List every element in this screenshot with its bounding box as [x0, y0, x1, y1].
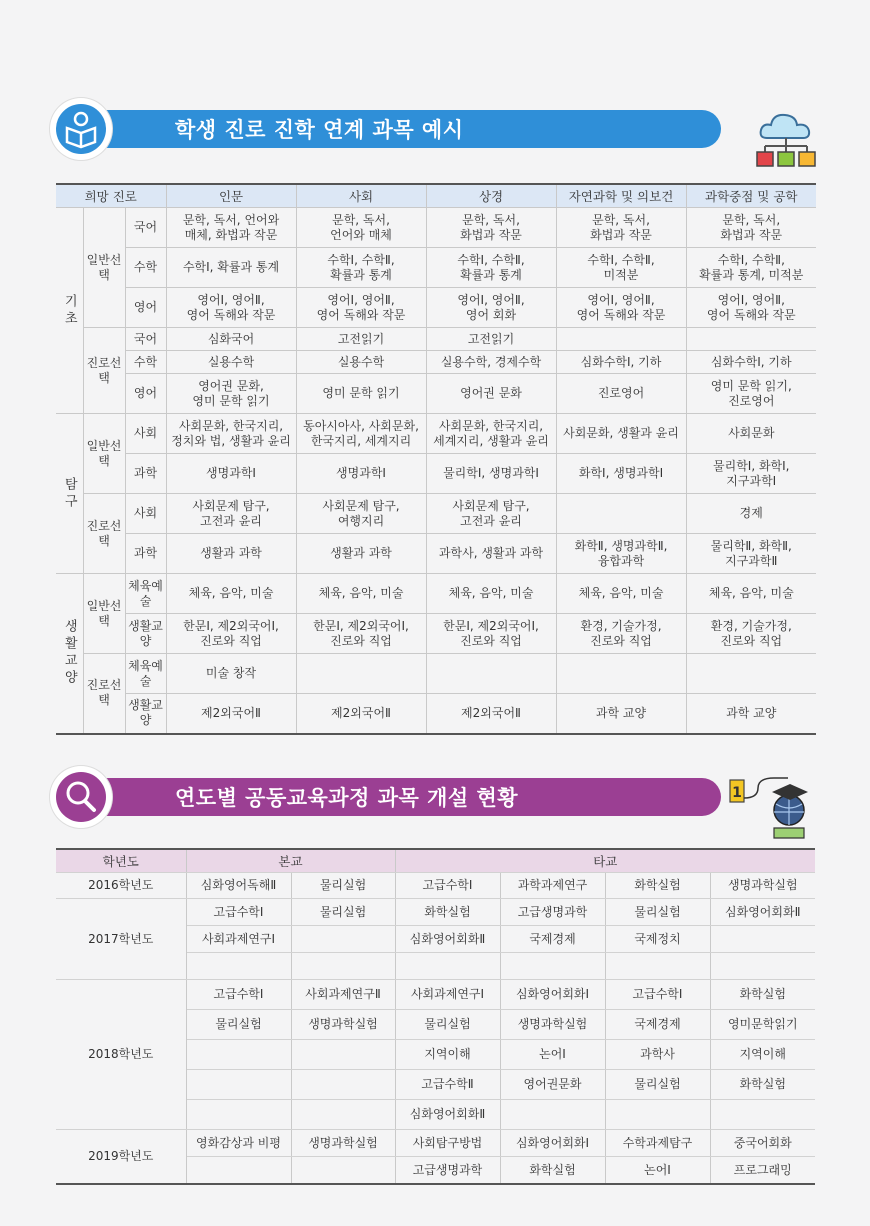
- cell: 영어권 문화: [426, 374, 556, 414]
- cloud-network-icon: [753, 108, 819, 180]
- cell: 환경, 기술가정, 진로와 직업: [686, 614, 816, 654]
- cell: 사회문제 탐구, 고전과 윤리: [426, 494, 556, 534]
- course-cell: 영어권문화: [500, 1070, 605, 1100]
- table-row: [56, 328, 816, 351]
- cell: 영어Ⅰ, 영어Ⅱ, 영어 독해와 작문: [166, 288, 296, 328]
- year-label: 2019학년도: [56, 1130, 186, 1185]
- course-cell: 고급수학Ⅰ: [186, 899, 291, 926]
- course-cell: 과학사: [605, 1040, 710, 1070]
- other-school-header: 타교: [395, 849, 815, 873]
- course-cell: 사회탐구방법: [395, 1130, 500, 1157]
- cell: [686, 328, 816, 351]
- subject-label: 수학: [125, 351, 166, 374]
- hope-career-header: 희망 진로: [56, 184, 166, 208]
- cell: 체육, 음악, 미술: [686, 574, 816, 614]
- subject-label: 사회: [125, 494, 166, 534]
- subject-label: 과학: [125, 534, 166, 574]
- cell: 생명과학Ⅰ: [296, 454, 426, 494]
- course-cell: [605, 1100, 710, 1130]
- cell: 제2외국어Ⅱ: [296, 694, 426, 734]
- course-cell: 논어Ⅰ: [500, 1040, 605, 1070]
- cell: 제2외국어Ⅱ: [166, 694, 296, 734]
- course-cell: 화학실험: [500, 1157, 605, 1185]
- cell: 과학 교양: [686, 694, 816, 734]
- section-title: 학생 진로 진학 연계 과목 예시: [175, 118, 464, 142]
- course-cell: [291, 1157, 395, 1185]
- cell: 고전읽기: [426, 328, 556, 351]
- course-cell: 심화영어회화Ⅱ: [395, 1100, 500, 1130]
- cell: 화학Ⅱ, 생명과학Ⅱ, 융합과학: [556, 534, 686, 574]
- course-cell: 고급수학Ⅰ: [186, 980, 291, 1010]
- cell: 사회문화, 한국지리, 세계지리, 생활과 윤리: [426, 414, 556, 454]
- course-cell: [500, 953, 605, 980]
- year-label: 2016학년도: [56, 873, 186, 899]
- course-cell: 생명과학실험: [291, 1130, 395, 1157]
- course-cell: 물리실험: [605, 1070, 710, 1100]
- course-cell: 국제경제: [500, 926, 605, 953]
- cell: 동아시아사, 사회문화, 한국지리, 세계지리: [296, 414, 426, 454]
- table-header-row: [56, 184, 816, 208]
- cell: 과학 교양: [556, 694, 686, 734]
- cell: 심화국어: [166, 328, 296, 351]
- cell: 미술 창작: [166, 654, 296, 694]
- cell: 체육, 음악, 미술: [296, 574, 426, 614]
- course-cell: 심화영어회화Ⅱ: [710, 899, 815, 926]
- subject-label: 생활교양: [125, 614, 166, 654]
- subject-label: 수학: [125, 248, 166, 288]
- cell: [426, 654, 556, 694]
- cell: 영어Ⅰ, 영어Ⅱ, 영어 독해와 작문: [296, 288, 426, 328]
- course-cell: [291, 1100, 395, 1130]
- table-row: [56, 374, 816, 414]
- cell: [556, 328, 686, 351]
- col-header: 자연과학 및 의보건: [556, 184, 686, 208]
- cell: 진로영어: [556, 374, 686, 414]
- course-cell: [500, 1100, 605, 1130]
- cell: 실용수학: [166, 351, 296, 374]
- course-cell: 물리실험: [291, 899, 395, 926]
- cell: 수학Ⅰ, 확률과 통계: [166, 248, 296, 288]
- col-header: 인문: [166, 184, 296, 208]
- cell: 문학, 독서, 언어와 매체, 화법과 작문: [166, 208, 296, 248]
- course-cell: 생명과학실험: [291, 1010, 395, 1040]
- cell: 물리학Ⅱ, 화학Ⅱ, 지구과학Ⅱ: [686, 534, 816, 574]
- table-row: [56, 534, 816, 574]
- cell: 사회문화, 한국지리, 정치와 법, 생활과 윤리: [166, 414, 296, 454]
- year-label: 2018학년도: [56, 980, 186, 1130]
- course-cell: 화학실험: [395, 899, 500, 926]
- course-cell: 고급수학Ⅱ: [395, 1070, 500, 1100]
- year-label: 2017학년도: [56, 899, 186, 980]
- table-row: [56, 614, 816, 654]
- cell: 영어Ⅰ, 영어Ⅱ, 영어 독해와 작문: [686, 288, 816, 328]
- table-row: [56, 288, 816, 328]
- year-header: 학년도: [56, 849, 186, 873]
- table-row: [56, 899, 815, 926]
- cell: 수학Ⅰ, 수학Ⅱ, 미적분: [556, 248, 686, 288]
- cell: 환경, 기술가정, 진로와 직업: [556, 614, 686, 654]
- cell: [556, 654, 686, 694]
- table-row: [56, 654, 816, 694]
- group-inquiry: 탐구: [56, 414, 83, 574]
- svg-text:1: 1: [732, 785, 742, 801]
- course-cell: 물리실험: [395, 1010, 500, 1040]
- home-school-header: 본교: [186, 849, 395, 873]
- course-cell: [186, 1040, 291, 1070]
- category-general: 일반선택: [83, 414, 125, 494]
- cell: [296, 654, 426, 694]
- cell: 수학Ⅰ, 수학Ⅱ, 확률과 통계, 미적분: [686, 248, 816, 288]
- course-cell: [291, 926, 395, 953]
- category-career: 진로선택: [83, 328, 125, 414]
- cell: 한문Ⅰ, 제2외국어Ⅰ, 진로와 직업: [166, 614, 296, 654]
- cell: 문학, 독서, 화법과 작문: [426, 208, 556, 248]
- table-row: [56, 248, 816, 288]
- section-title: 연도별 공동교육과정 과목 개설 현황: [175, 786, 519, 810]
- group-life: 생활교양: [56, 574, 83, 734]
- course-cell: 프로그래밍: [710, 1157, 815, 1185]
- course-cell: 화학실험: [605, 873, 710, 899]
- course-cell: [291, 1070, 395, 1100]
- cell: 수학Ⅰ, 수학Ⅱ, 확률과 통계: [296, 248, 426, 288]
- course-cell: 화학실험: [710, 1070, 815, 1100]
- course-cell: [186, 1100, 291, 1130]
- course-cell: [291, 953, 395, 980]
- cell: 실용수학: [296, 351, 426, 374]
- subject-label: 체육예술: [125, 654, 166, 694]
- category-general: 일반선택: [83, 574, 125, 654]
- cell: 물리학Ⅰ, 생명과학Ⅰ: [426, 454, 556, 494]
- magnifier-icon: [50, 766, 112, 828]
- section-banner-2: [80, 778, 721, 816]
- cell: 고전읽기: [296, 328, 426, 351]
- cell: 체육, 음악, 미술: [426, 574, 556, 614]
- course-cell: 영화감상과 비평: [186, 1130, 291, 1157]
- cell: 사회문제 탐구, 여행지리: [296, 494, 426, 534]
- cell: 수학Ⅰ, 수학Ⅱ, 확률과 통계: [426, 248, 556, 288]
- cell: 사회문화: [686, 414, 816, 454]
- subject-label: 국어: [125, 328, 166, 351]
- course-cell: 논어Ⅰ: [605, 1157, 710, 1185]
- cell: 한문Ⅰ, 제2외국어Ⅰ, 진로와 직업: [426, 614, 556, 654]
- section-banner-1: [80, 110, 721, 148]
- table-row: [56, 1130, 815, 1157]
- course-cell: 고급수학Ⅰ: [395, 873, 500, 899]
- table-row: [56, 980, 815, 1010]
- course-cell: 중국어회화: [710, 1130, 815, 1157]
- course-cell: 수학과제탐구: [605, 1130, 710, 1157]
- cell: 경제: [686, 494, 816, 534]
- course-cell: 심화영어회화Ⅰ: [500, 1130, 605, 1157]
- course-cell: 물리실험: [291, 873, 395, 899]
- course-cell: 고급생명과학: [395, 1157, 500, 1185]
- cell: 문학, 독서, 화법과 작문: [556, 208, 686, 248]
- course-cell: [186, 1070, 291, 1100]
- cell: 생활과 과학: [166, 534, 296, 574]
- cell: 문학, 독서, 언어와 매체: [296, 208, 426, 248]
- cell: 영미 문학 읽기: [296, 374, 426, 414]
- col-header: 과학중점 및 공학: [686, 184, 816, 208]
- course-cell: 고급수학Ⅰ: [605, 980, 710, 1010]
- table-row: [56, 574, 816, 614]
- course-cell: 지역이해: [395, 1040, 500, 1070]
- course-cell: 생명과학실험: [710, 873, 815, 899]
- graduation-globe-icon: [728, 770, 816, 846]
- cell: 영미 문학 읽기, 진로영어: [686, 374, 816, 414]
- cell: 실용수학, 경제수학: [426, 351, 556, 374]
- table-row: [56, 494, 816, 534]
- course-cell: 심화영어독해Ⅱ: [186, 873, 291, 899]
- cell: 제2외국어Ⅱ: [426, 694, 556, 734]
- group-basic: 기초: [56, 208, 83, 414]
- col-header: 사회: [296, 184, 426, 208]
- cell: 심화수학Ⅰ, 기하: [556, 351, 686, 374]
- subject-label: 과학: [125, 454, 166, 494]
- reading-icon: [50, 98, 112, 160]
- cell: 과학사, 생활과 과학: [426, 534, 556, 574]
- course-cell: 영미문학읽기: [710, 1010, 815, 1040]
- course-cell: 지역이해: [710, 1040, 815, 1070]
- course-cell: [710, 926, 815, 953]
- course-cell: 화학실험: [710, 980, 815, 1010]
- table-row: [56, 414, 816, 454]
- cell: 영어Ⅰ, 영어Ⅱ, 영어 회화: [426, 288, 556, 328]
- course-cell: 과학과제연구: [500, 873, 605, 899]
- course-cell: [710, 953, 815, 980]
- table-row: [56, 351, 816, 374]
- cell: 문학, 독서, 화법과 작문: [686, 208, 816, 248]
- cell: 심화수학Ⅰ, 기하: [686, 351, 816, 374]
- cell: 화학Ⅰ, 생명과학Ⅰ: [556, 454, 686, 494]
- cell: 생활과 과학: [296, 534, 426, 574]
- cell: 물리학Ⅰ, 화학Ⅰ, 지구과학Ⅰ: [686, 454, 816, 494]
- table-row: [56, 873, 815, 899]
- course-cell: [605, 953, 710, 980]
- cell: 체육, 음악, 미술: [556, 574, 686, 614]
- course-cell: 심화영어회화Ⅰ: [500, 980, 605, 1010]
- course-cell: [710, 1100, 815, 1130]
- subject-label: 체육예술: [125, 574, 166, 614]
- course-cell: 국제정치: [605, 926, 710, 953]
- cell: 사회문화, 생활과 윤리: [556, 414, 686, 454]
- table-row: [56, 454, 816, 494]
- course-cell: [186, 1157, 291, 1185]
- cell: 생명과학Ⅰ: [166, 454, 296, 494]
- col-header: 상경: [426, 184, 556, 208]
- cell: 체육, 음악, 미술: [166, 574, 296, 614]
- table-header-row: [56, 849, 815, 873]
- table-row: [56, 208, 816, 248]
- cell: 한문Ⅰ, 제2외국어Ⅰ, 진로와 직업: [296, 614, 426, 654]
- subject-label: 영어: [125, 374, 166, 414]
- course-cell: [395, 953, 500, 980]
- cell: 사회문제 탐구, 고전과 윤리: [166, 494, 296, 534]
- course-cell: 생명과학실험: [500, 1010, 605, 1040]
- subject-label: 생활교양: [125, 694, 166, 734]
- course-cell: [291, 1040, 395, 1070]
- course-cell: 국제경제: [605, 1010, 710, 1040]
- course-cell: 물리실험: [605, 899, 710, 926]
- course-cell: 물리실험: [186, 1010, 291, 1040]
- category-general: 일반선택: [83, 208, 125, 328]
- subject-label: 사회: [125, 414, 166, 454]
- table-row: [56, 694, 816, 734]
- course-cell: 고급생명과학: [500, 899, 605, 926]
- cell: 영어Ⅰ, 영어Ⅱ, 영어 독해와 작문: [556, 288, 686, 328]
- category-career: 진로선택: [83, 494, 125, 574]
- cell: 영어권 문화, 영미 문학 읽기: [166, 374, 296, 414]
- course-cell: 사회과제연구Ⅰ: [186, 926, 291, 953]
- subject-label: 영어: [125, 288, 166, 328]
- cell: [686, 654, 816, 694]
- course-cell: [186, 953, 291, 980]
- course-cell: 심화영어회화Ⅱ: [395, 926, 500, 953]
- career-subject-table: [56, 183, 816, 735]
- category-career: 진로선택: [83, 654, 125, 734]
- cell: [556, 494, 686, 534]
- course-cell: 사회과제연구Ⅰ: [395, 980, 500, 1010]
- joint-course-table: [56, 848, 815, 1185]
- course-cell: 사회과제연구Ⅱ: [291, 980, 395, 1010]
- subject-label: 국어: [125, 208, 166, 248]
